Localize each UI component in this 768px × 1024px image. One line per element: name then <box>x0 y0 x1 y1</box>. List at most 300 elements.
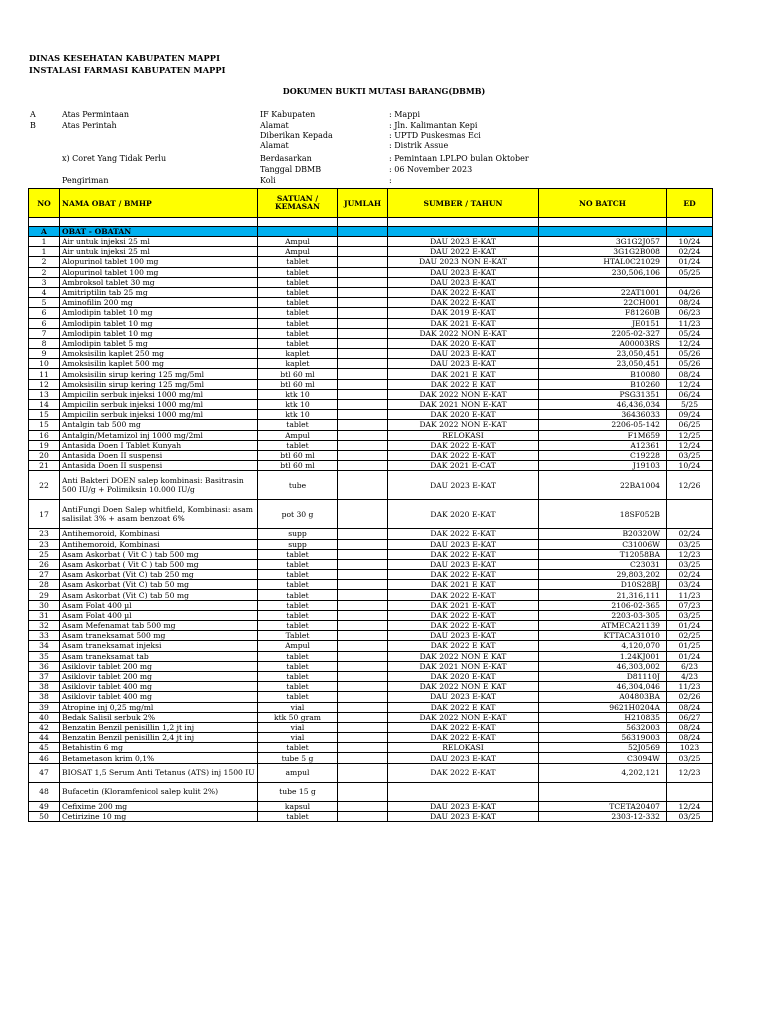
row-batch: 52J0569 <box>539 743 667 753</box>
table-row <box>29 661 713 671</box>
row-no: 20 <box>29 450 60 460</box>
meta-key-3: Diberikan Kepada <box>260 131 333 140</box>
row-no: 12 <box>29 379 60 389</box>
table-row <box>29 702 713 712</box>
row-no: 7 <box>29 328 60 338</box>
row-ed: 12/24 <box>667 338 713 348</box>
row-sumber: RELOKASI <box>388 743 539 753</box>
row-ed: 06/24 <box>667 389 713 399</box>
row-no: 49 <box>29 801 60 811</box>
meta-key-6: Tanggal DBMB <box>260 165 322 174</box>
meta-val-2: : Jln. Kalimantan Kepi <box>389 121 478 130</box>
row-batch: B10260 <box>539 379 667 389</box>
row-no: 28 <box>29 580 60 590</box>
table-row <box>29 349 713 359</box>
row-nama: Antasida Doen II suspensi <box>60 461 258 471</box>
row-nama: Air untuk injeksi 25 ml <box>60 237 258 247</box>
row-sumber: DAK 2021 E-KAT <box>388 318 539 328</box>
row-sumber: DAU 2023 E-KAT <box>388 631 539 641</box>
row-satuan: Ampul <box>258 641 338 651</box>
row-satuan: tablet <box>258 267 338 277</box>
row-no: 13 <box>29 389 60 399</box>
row-batch: A12361 <box>539 440 667 450</box>
row-jumlah <box>338 743 388 753</box>
row-no: 11 <box>29 369 60 379</box>
row-satuan: tablet <box>258 549 338 559</box>
row-jumlah <box>338 621 388 631</box>
row-nama: Ampicilin serbuk injeksi 1000 mg/ml <box>60 410 258 420</box>
row-jumlah <box>338 359 388 369</box>
row-sumber: DAU 2023 E-KAT <box>388 237 539 247</box>
table-row <box>29 471 713 500</box>
row-sumber: DAK 2022 E-KAT <box>388 570 539 580</box>
row-no: 6 <box>29 308 60 318</box>
row-sumber: DAK 2022 NON E-KAT <box>388 389 539 399</box>
row-ed: 06/25 <box>667 420 713 430</box>
row-batch: 3G1G2B008 <box>539 247 667 257</box>
meta-val-4: : Distrik Assue <box>389 141 449 150</box>
meta-key-2: Alamat <box>260 121 289 130</box>
row-satuan: tablet <box>258 671 338 681</box>
agency-name: DINAS KESEHATAN KABUPATEN MAPPI <box>29 53 220 63</box>
row-batch: 2203-03-305 <box>539 610 667 620</box>
table-row <box>29 600 713 610</box>
row-ed: 05/25 <box>667 267 713 277</box>
row-ed: 12/24 <box>667 379 713 389</box>
row-jumlah <box>338 753 388 763</box>
meta-val-6: : 06 November 2023 <box>389 165 473 174</box>
section-label: OBAT - OBATAN <box>60 227 258 237</box>
row-nama: Alopurinol tablet 100 mg <box>60 257 258 267</box>
mutation-table <box>28 188 713 822</box>
row-satuan: tablet <box>258 682 338 692</box>
row-jumlah <box>338 712 388 722</box>
row-ed: 04/26 <box>667 287 713 297</box>
row-no: 23 <box>29 539 60 549</box>
row-nama: Amitriptilin tab 25 mg <box>60 287 258 297</box>
row-no: 17 <box>29 500 60 529</box>
row-sumber: DAK 2022 E-KAT <box>388 529 539 539</box>
row-jumlah <box>338 328 388 338</box>
meta-coret: x) Coret Yang Tidak Perlu <box>62 154 167 163</box>
row-satuan: tablet <box>258 328 338 338</box>
row-batch: C23031 <box>539 559 667 569</box>
row-no: 9 <box>29 349 60 359</box>
row-satuan: Ampul <box>258 430 338 440</box>
col-header-satuan: SATUAN / KEMASAN <box>258 189 338 218</box>
row-batch: 5632003 <box>539 722 667 732</box>
row-batch: 46,303,002 <box>539 661 667 671</box>
row-satuan: tablet <box>258 692 338 702</box>
table-row <box>29 450 713 460</box>
row-ed: 03/25 <box>667 450 713 460</box>
meta-val-1: : Mappi <box>389 110 420 119</box>
row-jumlah <box>338 671 388 681</box>
table-row <box>29 389 713 399</box>
row-ed: 02/25 <box>667 631 713 641</box>
row-batch: TCETA20407 <box>539 801 667 811</box>
row-satuan: pot 30 g <box>258 500 338 529</box>
row-ed: 08/24 <box>667 369 713 379</box>
row-ed: 01/24 <box>667 257 713 267</box>
row-no: 5 <box>29 298 60 308</box>
row-sumber: DAK 2021 E KAT <box>388 580 539 590</box>
document-title: DOKUMEN BUKTI MUTASI BARANG(DBMB) <box>282 86 486 96</box>
row-batch: 22CH001 <box>539 298 667 308</box>
table-row <box>29 277 713 287</box>
row-jumlah <box>338 733 388 743</box>
row-sumber: DAU 2023 E-KAT <box>388 692 539 702</box>
row-nama: Bedak Salisil serbuk 2% <box>60 712 258 722</box>
row-no: 1 <box>29 237 60 247</box>
row-no: 2 <box>29 257 60 267</box>
row-satuan: tablet <box>258 610 338 620</box>
row-batch: 22AT1001 <box>539 287 667 297</box>
row-ed: 02/24 <box>667 529 713 539</box>
row-no: 14 <box>29 400 60 410</box>
col-header-no: NO <box>29 189 60 218</box>
row-ed: 06/23 <box>667 308 713 318</box>
row-ed: 01/24 <box>667 651 713 661</box>
row-satuan: tablet <box>258 440 338 450</box>
row-satuan: tablet <box>258 570 338 580</box>
row-jumlah <box>338 580 388 590</box>
row-batch: 56319003 <box>539 733 667 743</box>
row-sumber: DAU 2023 E-KAT <box>388 753 539 763</box>
row-nama: Cetirizine 10 mg <box>60 811 258 821</box>
row-sumber: DAU 2023 E-KAT <box>388 471 539 500</box>
row-jumlah <box>338 257 388 267</box>
row-batch <box>539 782 667 801</box>
row-batch: 46,304,046 <box>539 682 667 692</box>
row-satuan: ktk 10 <box>258 410 338 420</box>
row-satuan: tablet <box>258 287 338 297</box>
row-ed: 03/25 <box>667 610 713 620</box>
row-satuan: tablet <box>258 308 338 318</box>
row-nama: Asam Askorbat ( Vit C ) tab 500 mg <box>60 549 258 559</box>
row-ed: 03/25 <box>667 559 713 569</box>
row-sumber: DAU 2023 E-KAT <box>388 559 539 569</box>
table-row <box>29 539 713 549</box>
row-sumber: DAK 2022 NON E-KAT <box>388 328 539 338</box>
row-jumlah <box>338 369 388 379</box>
table-row <box>29 559 713 569</box>
row-batch: J19103 <box>539 461 667 471</box>
table-row <box>29 753 713 763</box>
row-ed: 12/23 <box>667 549 713 559</box>
row-sumber: DAK 2022 NON E-KAT <box>388 420 539 430</box>
row-batch: 21,316,111 <box>539 590 667 600</box>
row-no: 30 <box>29 600 60 610</box>
row-batch: HTAL0C21029 <box>539 257 667 267</box>
table-row <box>29 621 713 631</box>
row-no: 31 <box>29 610 60 620</box>
row-nama: Amlodipin tablet 10 mg <box>60 318 258 328</box>
row-satuan: ampul <box>258 763 338 782</box>
row-nama: Asam Folat 400 µl <box>60 610 258 620</box>
row-batch <box>539 277 667 287</box>
row-batch: D81110J <box>539 671 667 681</box>
row-sumber: DAK 2020 E-KAT <box>388 500 539 529</box>
row-ed: 01/24 <box>667 621 713 631</box>
row-batch: F1M659 <box>539 430 667 440</box>
table-row <box>29 369 713 379</box>
row-ed: 02/24 <box>667 570 713 580</box>
section-letter: A <box>29 227 60 237</box>
row-sumber: DAK 2022 E KAT <box>388 641 539 651</box>
row-ed: 5/25 <box>667 400 713 410</box>
row-satuan: btl 60 ml <box>258 450 338 460</box>
row-no: 44 <box>29 733 60 743</box>
row-nama: Betahistin 6 mg <box>60 743 258 753</box>
row-batch: JE0151 <box>539 318 667 328</box>
row-sumber: DAK 2022 E-KAT <box>388 287 539 297</box>
table-row <box>29 733 713 743</box>
meta-a-label: Atas Permintaan <box>62 110 130 119</box>
row-jumlah <box>338 440 388 450</box>
row-jumlah <box>338 287 388 297</box>
row-nama: Antalgin tab 500 mg <box>60 420 258 430</box>
row-nama: Asiklovir tablet 200 mg <box>60 661 258 671</box>
col-header-batch: NO BATCH <box>539 189 667 218</box>
row-no: 16 <box>29 430 60 440</box>
row-jumlah <box>338 610 388 620</box>
row-batch: H210835 <box>539 712 667 722</box>
row-no: 22 <box>29 471 60 500</box>
row-ed: 09/24 <box>667 410 713 420</box>
row-no: 35 <box>29 651 60 661</box>
row-nama: Asiklovir tablet 200 mg <box>60 671 258 681</box>
row-nama: Atropine inj 0,25 mg/ml <box>60 702 258 712</box>
row-no: 6 <box>29 318 60 328</box>
row-sumber: DAK 2022 NON E KAT <box>388 682 539 692</box>
row-sumber: DAK 2020 E-KAT <box>388 410 539 420</box>
row-batch: C19228 <box>539 450 667 460</box>
row-jumlah <box>338 500 388 529</box>
row-no: 21 <box>29 461 60 471</box>
row-nama: Amlodipin tablet 5 mg <box>60 338 258 348</box>
row-ed: 03/25 <box>667 811 713 821</box>
row-ed: 10/24 <box>667 461 713 471</box>
row-no: 26 <box>29 559 60 569</box>
row-satuan: tablet <box>258 661 338 671</box>
row-jumlah <box>338 782 388 801</box>
table-row <box>29 811 713 821</box>
row-no: 40 <box>29 712 60 722</box>
row-jumlah <box>338 549 388 559</box>
row-jumlah <box>338 722 388 732</box>
row-nama: BIOSAT 1,5 Serum Anti Tetanus (ATS) inj 1500 IU <box>60 763 258 782</box>
table-row <box>29 763 713 782</box>
meta-b-letter: B <box>30 121 36 130</box>
row-jumlah <box>338 661 388 671</box>
row-jumlah <box>338 529 388 539</box>
col-header-jumlah: JUMLAH <box>338 189 388 218</box>
row-jumlah <box>338 692 388 702</box>
row-no: 15 <box>29 420 60 430</box>
row-ed: 1023 <box>667 743 713 753</box>
row-satuan: tablet <box>258 580 338 590</box>
row-sumber: DAK 2022 E-KAT <box>388 590 539 600</box>
table-row <box>29 722 713 732</box>
row-batch: C31006W <box>539 539 667 549</box>
row-satuan: tube <box>258 471 338 500</box>
row-batch: 2106-02-365 <box>539 600 667 610</box>
row-sumber: DAK 2022 E KAT <box>388 379 539 389</box>
row-no: 36 <box>29 661 60 671</box>
row-batch: 2303-12-332 <box>539 811 667 821</box>
row-no: 1 <box>29 247 60 257</box>
row-jumlah <box>338 389 388 399</box>
row-sumber: DAK 2022 E-KAT <box>388 621 539 631</box>
table-row <box>29 671 713 681</box>
row-jumlah <box>338 702 388 712</box>
row-batch: 3G1G2J057 <box>539 237 667 247</box>
row-nama: Alopurinol tablet 100 mg <box>60 267 258 277</box>
row-ed: 08/24 <box>667 722 713 732</box>
row-nama: Asam Mefenamat tab 500 mg <box>60 621 258 631</box>
row-nama: Asiklovir tablet 400 mg <box>60 692 258 702</box>
row-ed: 12/24 <box>667 801 713 811</box>
row-nama: Ampicilin serbuk injeksi 1000 mg/ml <box>60 400 258 410</box>
row-satuan: Ampul <box>258 237 338 247</box>
meta-key-1: IF Kabupaten <box>260 110 316 119</box>
row-batch: 23,050,451 <box>539 359 667 369</box>
row-sumber: DAU 2023 E-KAT <box>388 359 539 369</box>
row-jumlah <box>338 430 388 440</box>
row-nama: Benzatin Benzil penisillin 1,2 jt inj <box>60 722 258 732</box>
table-row <box>29 287 713 297</box>
row-ed: 12/24 <box>667 440 713 450</box>
meta-pengiriman: Pengiriman <box>62 176 109 185</box>
row-batch: 22BA1004 <box>539 471 667 500</box>
table-row <box>29 237 713 247</box>
row-sumber: DAK 2022 E KAT <box>388 702 539 712</box>
row-batch: 4,202,121 <box>539 763 667 782</box>
table-row <box>29 782 713 801</box>
row-jumlah <box>338 400 388 410</box>
row-jumlah <box>338 420 388 430</box>
row-sumber: DAU 2023 NON E-KAT <box>388 257 539 267</box>
row-batch: 2205-02-327 <box>539 328 667 338</box>
meta-key-7: Koli <box>260 176 276 185</box>
row-jumlah <box>338 801 388 811</box>
table-row <box>29 379 713 389</box>
table-row <box>29 247 713 257</box>
row-satuan: ktk 10 <box>258 389 338 399</box>
row-jumlah <box>338 461 388 471</box>
row-sumber: RELOKASI <box>388 430 539 440</box>
row-nama: Asam Askorbat (Vit C) tab 50 mg <box>60 590 258 600</box>
row-no: 4 <box>29 287 60 297</box>
table-row <box>29 430 713 440</box>
row-satuan: tablet <box>258 298 338 308</box>
meta-b-label: Atas Perintah <box>62 121 117 130</box>
row-batch: 1.24KJ001 <box>539 651 667 661</box>
row-ed: 05/26 <box>667 349 713 359</box>
row-no: 46 <box>29 753 60 763</box>
row-jumlah <box>338 277 388 287</box>
row-jumlah <box>338 539 388 549</box>
row-batch: D10S28BJ <box>539 580 667 590</box>
table-row <box>29 631 713 641</box>
row-ed: 12/26 <box>667 471 713 500</box>
row-nama: Cefixime 200 mg <box>60 801 258 811</box>
row-nama: Asam traneksamat 500 mg <box>60 631 258 641</box>
row-satuan: tablet <box>258 600 338 610</box>
row-satuan: btl 60 ml <box>258 369 338 379</box>
row-ed <box>667 500 713 529</box>
row-sumber: DAK 2020 E-KAT <box>388 671 539 681</box>
row-satuan: vial <box>258 733 338 743</box>
row-ed: 03/25 <box>667 753 713 763</box>
row-jumlah <box>338 379 388 389</box>
meta-val-7: : <box>389 176 392 185</box>
row-nama: Amlodipin tablet 10 mg <box>60 328 258 338</box>
row-nama: Aminofilin 200 mg <box>60 298 258 308</box>
row-nama: Antasida Doen II suspensi <box>60 450 258 460</box>
row-batch: 2206-05-142 <box>539 420 667 430</box>
row-satuan: ktk 50 gram <box>258 712 338 722</box>
row-sumber: DAK 2020 E-KAT <box>388 338 539 348</box>
row-no: 10 <box>29 359 60 369</box>
row-nama: Amoksisilin sirup kering 125 mg/5ml <box>60 369 258 379</box>
row-ed: 4/23 <box>667 671 713 681</box>
institution-name: INSTALASI FARMASI KABUPATEN MAPPI <box>29 65 226 75</box>
row-ed: 07/23 <box>667 600 713 610</box>
row-ed: 05/26 <box>667 359 713 369</box>
row-ed: 12/25 <box>667 430 713 440</box>
row-nama: Amoksisilin kaplet 500 mg <box>60 359 258 369</box>
table-row <box>29 257 713 267</box>
row-batch: F81260B <box>539 308 667 318</box>
row-no: 32 <box>29 621 60 631</box>
row-batch: C3094W <box>539 753 667 763</box>
row-batch: PSG31351 <box>539 389 667 399</box>
table-row <box>29 298 713 308</box>
row-ed: 02/26 <box>667 692 713 702</box>
row-batch: 29,803,202 <box>539 570 667 580</box>
row-jumlah <box>338 450 388 460</box>
row-nama: Antihemoroid, Kombinasi <box>60 529 258 539</box>
table-row <box>29 743 713 753</box>
row-no: 15 <box>29 410 60 420</box>
table-row <box>29 440 713 450</box>
meta-a-letter: A <box>30 110 36 119</box>
row-satuan: Ampul <box>258 247 338 257</box>
row-no: 38 <box>29 692 60 702</box>
row-sumber: DAU 2023 E-KAT <box>388 801 539 811</box>
row-jumlah <box>338 559 388 569</box>
row-sumber: DAK 2022 E-KAT <box>388 298 539 308</box>
row-satuan: btl 60 ml <box>258 461 338 471</box>
row-sumber <box>388 782 539 801</box>
row-sumber: DAK 2022 E-KAT <box>388 763 539 782</box>
row-nama: Asam Askorbat ( Vit C ) tab 500 mg <box>60 559 258 569</box>
row-sumber: DAK 2021 E-KAT <box>388 600 539 610</box>
row-jumlah <box>338 338 388 348</box>
row-nama: Antalgin/Metamizol inj 1000 mg/2ml <box>60 430 258 440</box>
row-ed: 11/23 <box>667 318 713 328</box>
row-nama: Ampicilin serbuk injeksi 1000 mg/ml <box>60 389 258 399</box>
row-no: 39 <box>29 702 60 712</box>
row-nama: Amoksisilin kaplet 250 mg <box>60 349 258 359</box>
row-satuan: tube 5 g <box>258 753 338 763</box>
table-row <box>29 590 713 600</box>
row-sumber: DAU 2023 E-KAT <box>388 267 539 277</box>
table-row <box>29 580 713 590</box>
row-jumlah <box>338 570 388 580</box>
